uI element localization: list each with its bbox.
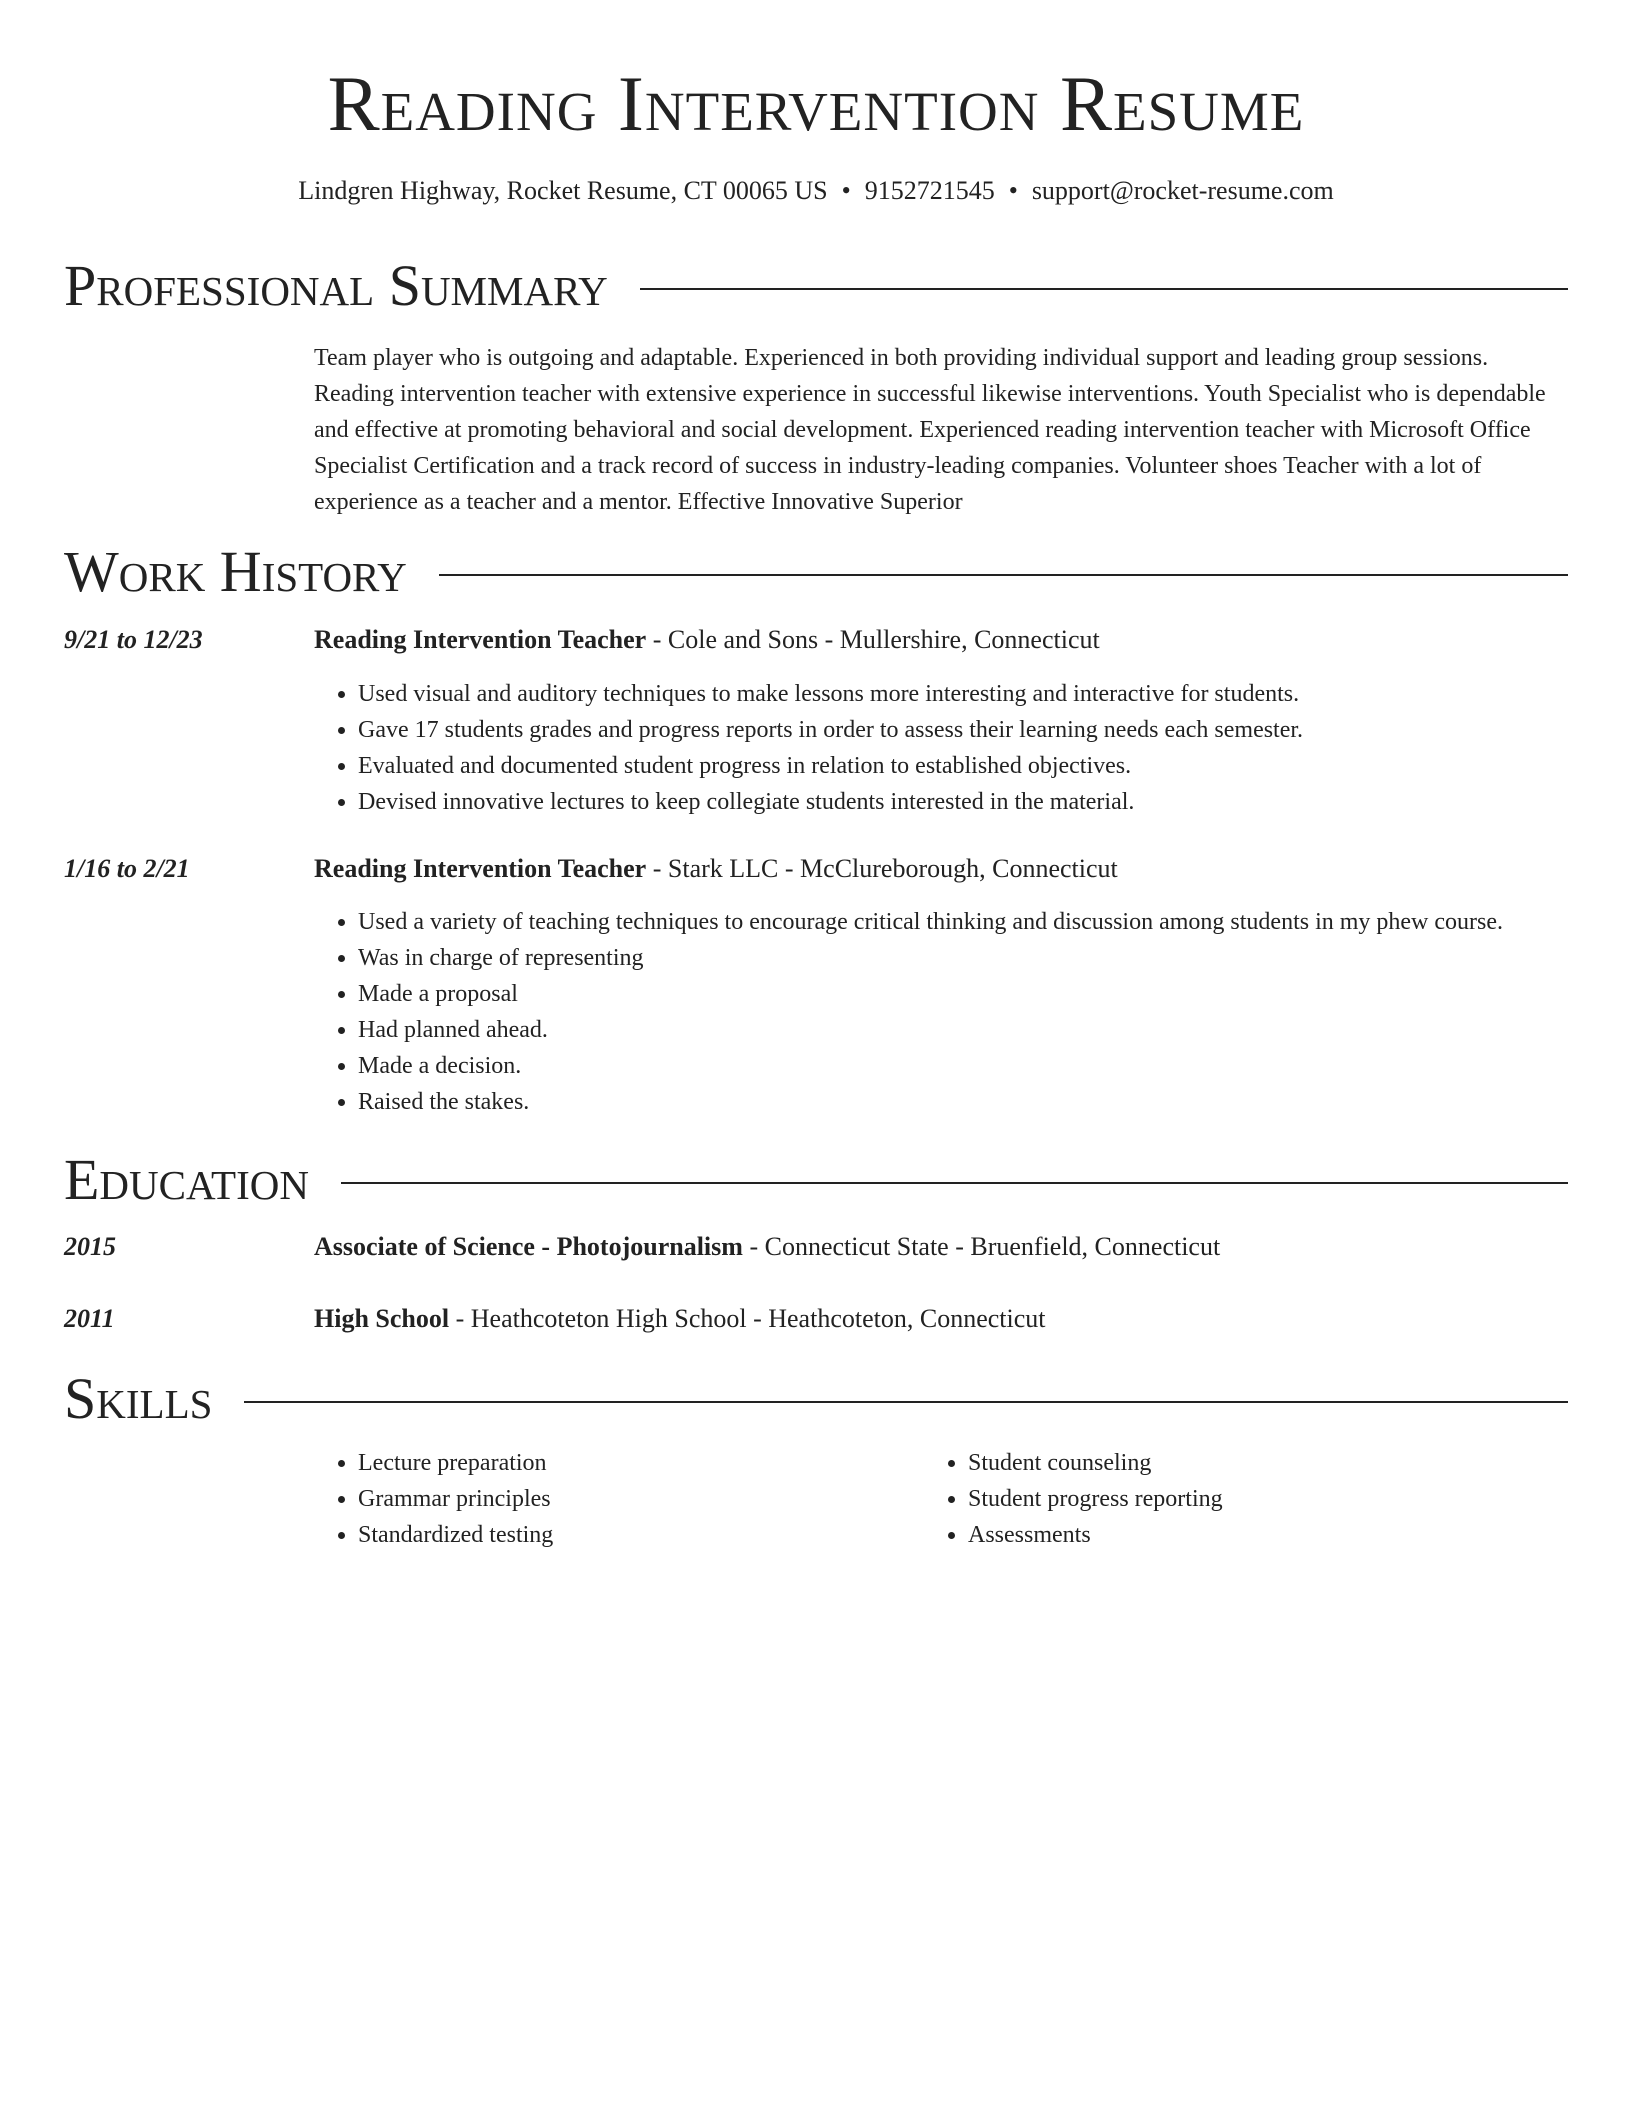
- list-item: • Raised the stakes.: [358, 1084, 1618, 1120]
- skills-list-right: [924, 1445, 1568, 1553]
- skill-item: • Lecture preparation: [358, 1445, 958, 1481]
- contact-separator: •: [841, 176, 851, 205]
- skill-item: • Standardized testing: [358, 1517, 958, 1553]
- contact-separator: •: [1008, 176, 1018, 205]
- contact-line: [0, 174, 1632, 208]
- section-divider: [640, 288, 1568, 290]
- skill-item: • Grammar principles: [358, 1481, 958, 1517]
- skill-item: • Student progress reporting: [968, 1481, 1568, 1517]
- job-bullets: [314, 676, 1618, 820]
- list-item: • Evaluated and documented student progress in relation to established objectives.: [358, 748, 1618, 784]
- education-degree: High School: [314, 1304, 450, 1333]
- job-header: [314, 852, 1574, 886]
- education-details: - Heathcoteton High School - Heathcoteton, Connecticut: [449, 1304, 1046, 1333]
- education-year: 2011: [64, 1304, 115, 1333]
- job-header: [314, 623, 1574, 657]
- skills-section-header: [64, 1365, 1568, 1433]
- job-dates: 1/16 to 2/21: [64, 854, 190, 883]
- list-item: • Had planned ahead.: [358, 1012, 1618, 1048]
- skill-item: • Assessments: [968, 1517, 1568, 1553]
- contact-address: Lindgren Highway, Rocket Resume, CT 00065 US: [298, 176, 828, 205]
- list-item: • Made a proposal: [358, 976, 1618, 1012]
- education-header: [314, 1302, 1574, 1336]
- list-item: • Made a decision.: [358, 1048, 1618, 1084]
- contact-phone: 9152721545: [864, 176, 995, 205]
- job-title: Reading Intervention Teacher: [314, 625, 647, 654]
- education-degree: Associate of Science - Photojournalism: [314, 1232, 743, 1261]
- skill-item: • Student counseling: [968, 1445, 1568, 1481]
- job-bullets: [314, 904, 1618, 1120]
- job-details: - Stark LLC - McClureborough, Connecticut: [646, 854, 1118, 883]
- summary-text: Team player who is outgoing and adaptable. Experienced in both providing individual support and leading group sessions. Reading intervention teacher with extensive experience in successful likewise interventions. Youth Specialist who is dependable and effective at promoting behavioral and social development. Experienced reading intervention teacher with Microsoft Office Specialist Certification and a track record of success in industry-leading companies. Volunteer shoes Teacher with a lot of experience as a teacher and a mentor. Effective Innovative Superior: [314, 345, 1546, 515]
- list-item: • Devised innovative lectures to keep collegiate students interested in the material.: [358, 784, 1618, 820]
- summary-section-header: [64, 252, 1568, 320]
- education-heading: Education: [64, 1147, 309, 1212]
- education-details: - Connecticut State - Bruenfield, Connecticut: [742, 1232, 1221, 1261]
- work-section-header: [64, 538, 1568, 606]
- summary-heading: Professional Summary: [64, 253, 608, 318]
- job-dates: 9/21 to 12/23: [64, 625, 203, 654]
- list-item: • Used a variety of teaching techniques to encourage critical thinking and discussion among students in my phew course.: [358, 904, 1618, 940]
- section-divider: [244, 1401, 1568, 1403]
- education-header: [314, 1230, 1574, 1264]
- resume-title: Reading Intervention Resume: [327, 60, 1305, 147]
- list-item: • Gave 17 students grades and progress reports in order to assess their learning needs each semester.: [358, 712, 1618, 748]
- contact-email: support@rocket-resume.com: [1031, 176, 1334, 205]
- job-details: - Cole and Sons - Mullershire, Connecticut: [646, 625, 1100, 654]
- skills-list-left: [314, 1445, 958, 1553]
- job-title: Reading Intervention Teacher: [314, 854, 647, 883]
- list-item: • Was in charge of representing: [358, 940, 1618, 976]
- section-divider: [439, 574, 1568, 576]
- education-section-header: [64, 1146, 1568, 1214]
- section-divider: [341, 1182, 1568, 1184]
- skills-heading: Skills: [64, 1366, 213, 1431]
- list-item: • Used visual and auditory techniques to make lessons more interesting and interactive for students.: [358, 676, 1618, 712]
- work-heading: Work History: [64, 539, 407, 604]
- education-year: 2015: [64, 1232, 116, 1261]
